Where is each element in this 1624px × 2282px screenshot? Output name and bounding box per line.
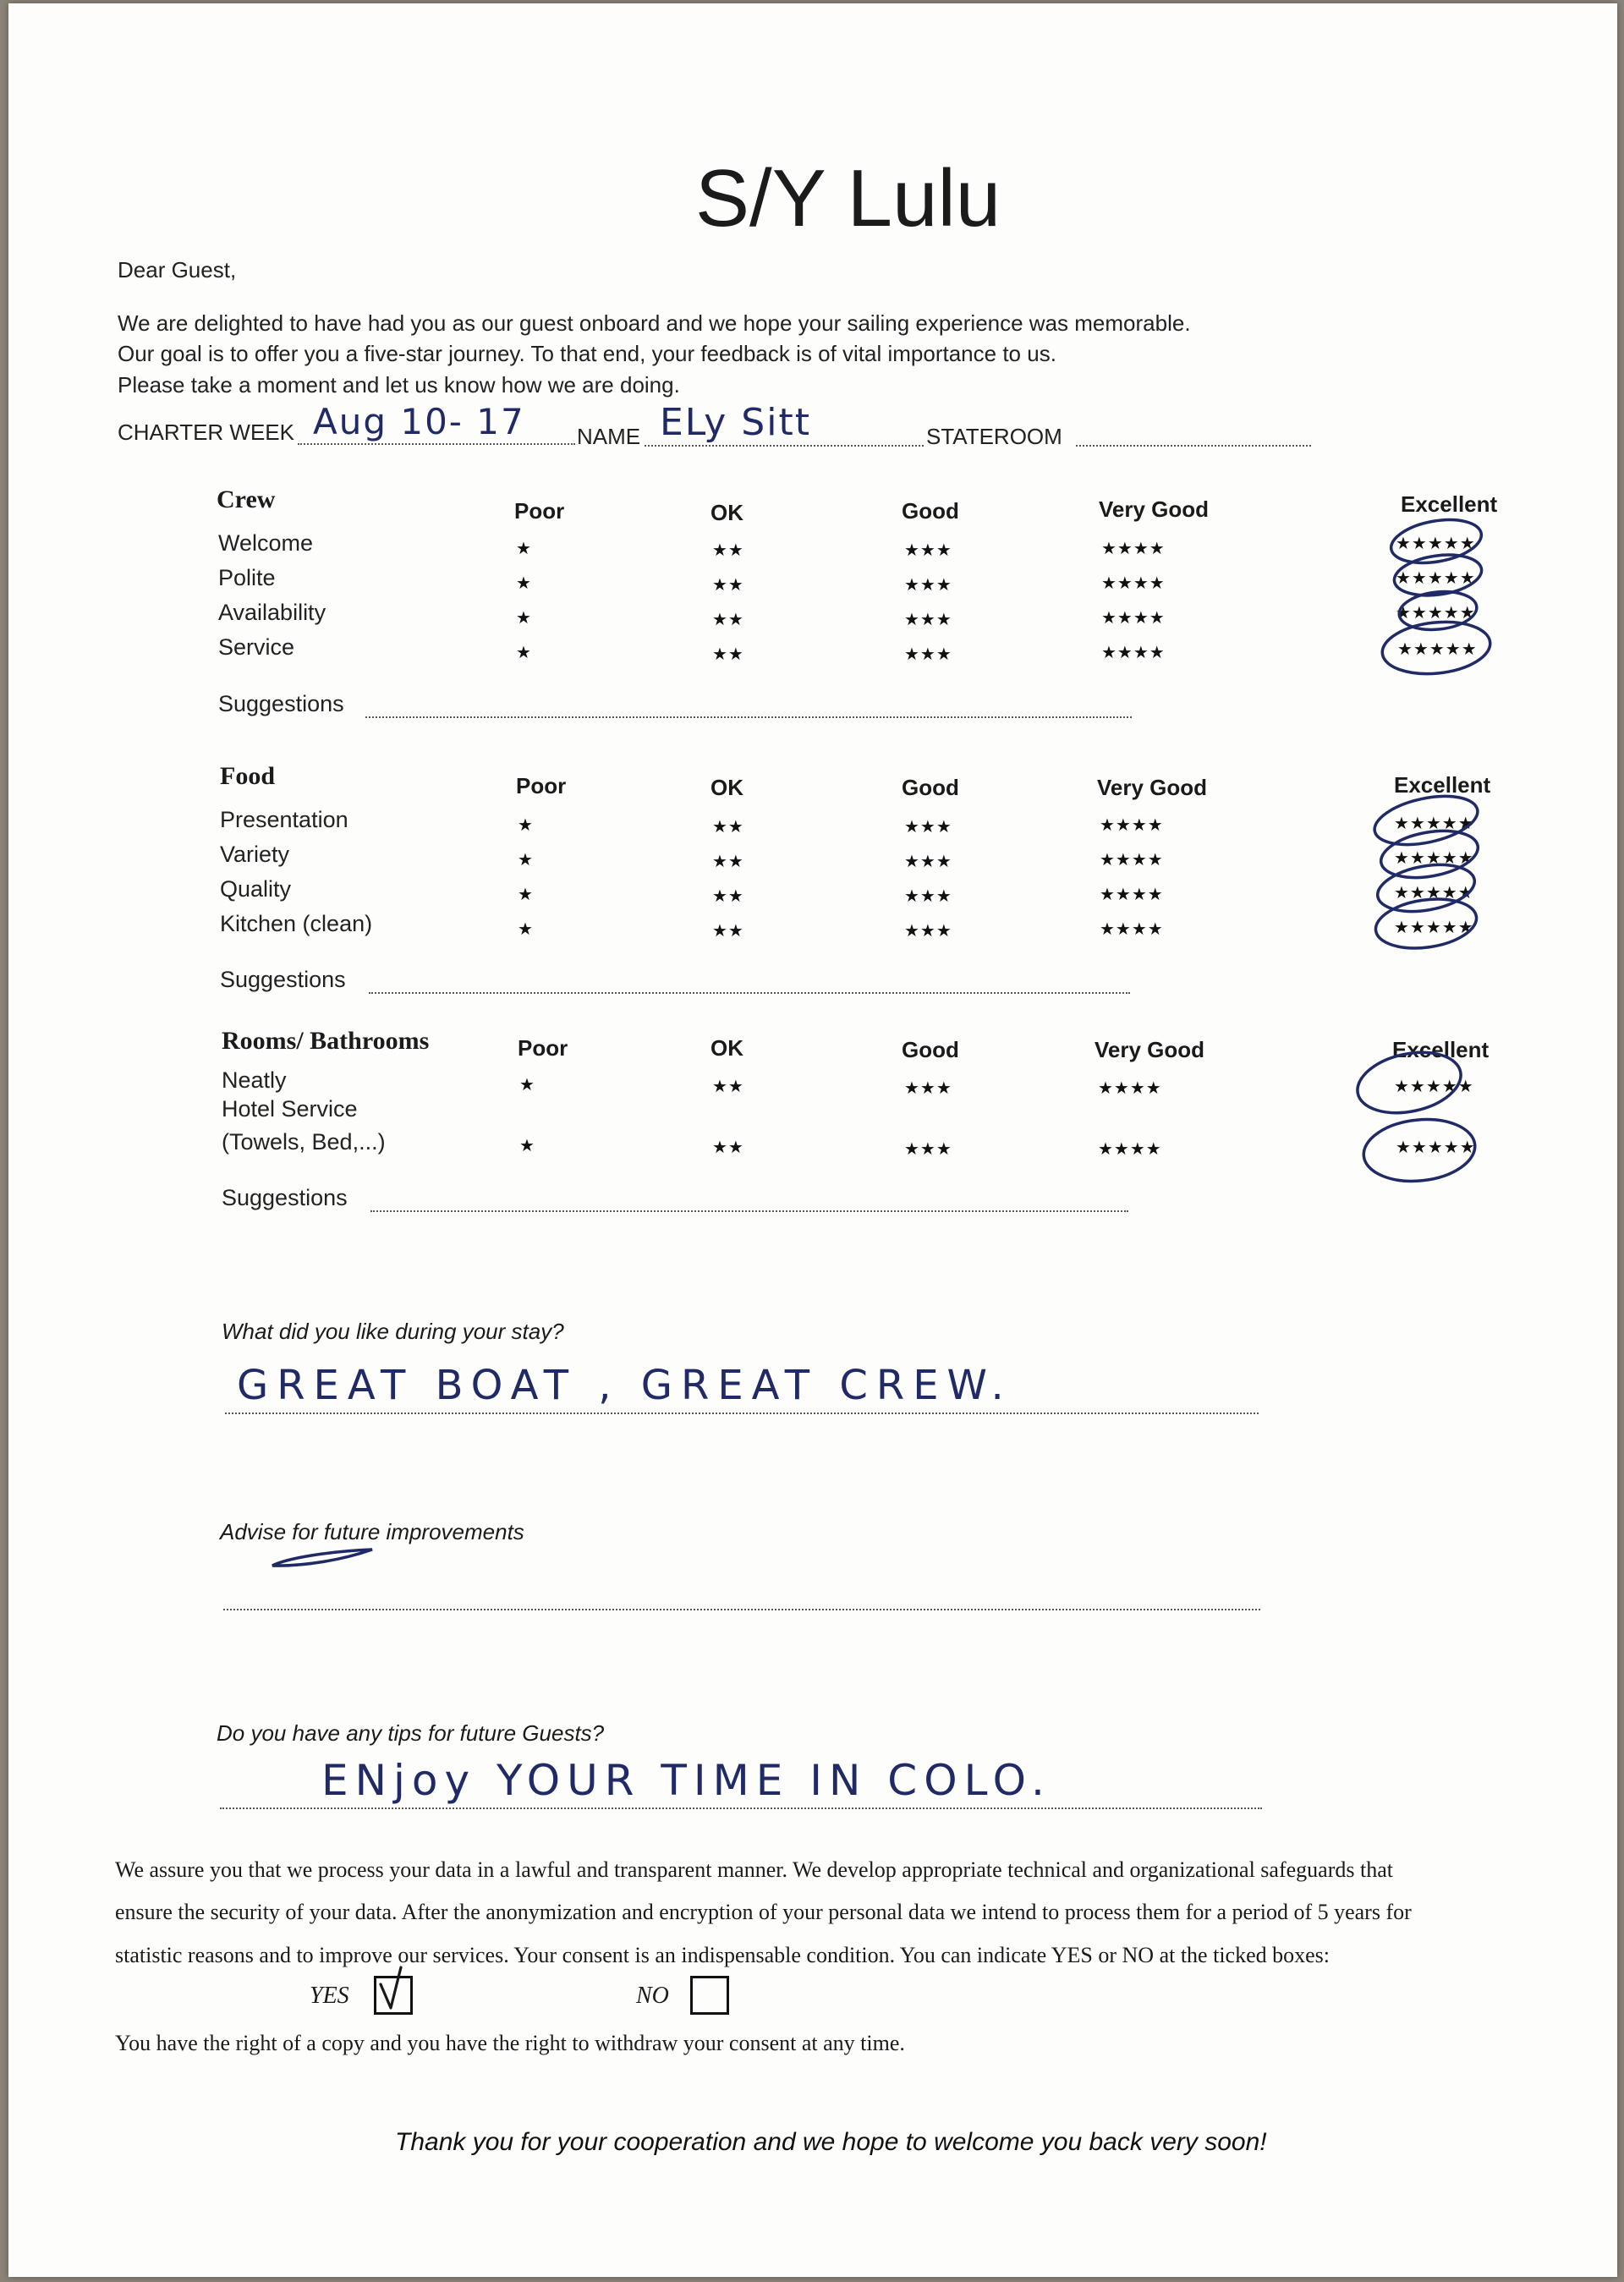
column-excellent: Excellent bbox=[1394, 772, 1491, 798]
rating-option-good[interactable]: ★★★ bbox=[904, 611, 952, 629]
rating-option-good[interactable]: ★★★ bbox=[904, 922, 952, 941]
rating-option-very-good[interactable]: ★★★★ bbox=[1101, 540, 1166, 558]
crew-row-label: Service bbox=[218, 634, 295, 660]
food-section-title: Food bbox=[220, 762, 276, 790]
column-very-good: Very Good bbox=[1097, 775, 1208, 800]
consent-yes-label: YES bbox=[310, 1983, 349, 2009]
rating-option-good[interactable]: ★★★ bbox=[904, 576, 952, 595]
rating-option-ok[interactable]: ★★ bbox=[712, 541, 744, 560]
column-very-good: Very Good bbox=[1095, 1037, 1205, 1062]
consent-text-line: We assure you that we process your data in a lawful and transparent manner. We develop appropriate technical and organizational safeguards that bbox=[115, 1857, 1393, 1882]
rooms-row-label: Neatly bbox=[222, 1067, 287, 1093]
rating-option-good[interactable]: ★★★ bbox=[904, 1079, 952, 1098]
rooms-suggestions-label: Suggestions bbox=[222, 1185, 348, 1210]
rating-option-excellent[interactable]: ★★★★★ bbox=[1394, 849, 1474, 868]
consent-rights-text: You have the right of a copy and you have the right to withdraw your consent at any time. bbox=[115, 2031, 905, 2055]
circle-mark bbox=[1352, 1044, 1466, 1122]
rating-option-ok[interactable]: ★★ bbox=[712, 853, 744, 871]
column-very-good: Very Good bbox=[1099, 496, 1210, 522]
column-good: Good bbox=[902, 1037, 959, 1062]
rating-option-poor[interactable]: ★ bbox=[519, 1076, 535, 1094]
rating-option-excellent[interactable]: ★★★★★ bbox=[1394, 884, 1474, 902]
name-label: NAME bbox=[577, 424, 641, 449]
column-poor: Poor bbox=[516, 773, 567, 798]
rating-option-poor[interactable]: ★ bbox=[518, 816, 534, 835]
rating-option-poor[interactable]: ★ bbox=[516, 644, 532, 662]
rating-option-excellent[interactable]: ★★★★★ bbox=[1394, 919, 1474, 937]
answer-liked-field[interactable]: GREAT BOAT , GREAT CREW. bbox=[237, 1362, 1012, 1409]
food-row-label: Presentation bbox=[220, 807, 348, 832]
column-ok: OK bbox=[710, 1035, 743, 1061]
ink-marks-overlay bbox=[8, 3, 1617, 2277]
column-excellent: Excellent bbox=[1401, 491, 1498, 517]
rating-option-ok[interactable]: ★★ bbox=[712, 611, 744, 629]
consent-text-line: ensure the security of your data. After the anonymization and encryption of your personal data we intend to process them for a period of 5 years for bbox=[115, 1900, 1412, 1924]
circle-mark bbox=[1388, 513, 1485, 569]
charter-week-label: CHARTER WEEK bbox=[118, 420, 294, 445]
rating-option-very-good[interactable]: ★★★★ bbox=[1098, 1079, 1162, 1098]
rooms-row-label: Hotel Service bbox=[222, 1096, 358, 1122]
question-tips: Do you have any tips for future Guests? bbox=[217, 1720, 605, 1746]
name-field[interactable]: ELy Sitt bbox=[660, 401, 811, 444]
consent-no-label: NO bbox=[636, 1983, 669, 2009]
column-poor: Poor bbox=[514, 498, 565, 524]
rating-option-ok[interactable]: ★★ bbox=[712, 887, 744, 906]
food-row-label: Variety bbox=[220, 842, 290, 867]
crew-suggestions-label: Suggestions bbox=[218, 691, 344, 716]
column-good: Good bbox=[902, 498, 959, 524]
rating-option-very-good[interactable]: ★★★★ bbox=[1101, 644, 1166, 662]
rooms-row-label-detail: (Towels, Bed,...) bbox=[222, 1129, 386, 1155]
greeting: Dear Guest, bbox=[118, 257, 237, 283]
food-row-label: Quality bbox=[220, 876, 292, 902]
stateroom-label: STATEROOM bbox=[926, 424, 1062, 449]
charter-week-field[interactable]: Aug 10- 17 bbox=[313, 401, 525, 442]
column-ok: OK bbox=[710, 500, 743, 525]
rating-option-poor[interactable]: ★ bbox=[518, 920, 534, 939]
rating-option-good[interactable]: ★★★ bbox=[904, 1140, 952, 1159]
rating-option-good[interactable]: ★★★ bbox=[904, 818, 952, 837]
rating-option-ok[interactable]: ★★ bbox=[712, 1138, 744, 1157]
crew-row-label: Welcome bbox=[218, 530, 314, 556]
question-improvements: Advise for future improvements bbox=[220, 1519, 524, 1544]
rating-option-good[interactable]: ★★★ bbox=[904, 645, 952, 664]
rating-option-poor[interactable]: ★ bbox=[516, 609, 532, 628]
answer-tips-field[interactable]: ENjoy YOUR TIME IN COLO. bbox=[321, 1756, 1051, 1805]
circle-mark bbox=[1373, 893, 1480, 954]
rating-option-very-good[interactable]: ★★★★ bbox=[1101, 609, 1166, 628]
crew-row-label: Polite bbox=[218, 565, 276, 590]
rating-option-poor[interactable]: ★ bbox=[516, 540, 532, 558]
form-title: S/Y Lulu bbox=[695, 153, 1001, 244]
rating-option-good[interactable]: ★★★ bbox=[904, 887, 952, 906]
circle-mark bbox=[1361, 1114, 1479, 1186]
intro-line: We are delighted to have had you as our guest onboard and we hope your sailing experience was memorable. bbox=[118, 310, 1191, 336]
circle-mark bbox=[1374, 858, 1478, 918]
rating-option-ok[interactable]: ★★ bbox=[712, 922, 744, 941]
rating-option-excellent[interactable]: ★★★★★ bbox=[1394, 1078, 1474, 1096]
rating-option-excellent[interactable]: ★★★★★ bbox=[1396, 604, 1476, 623]
rating-option-ok[interactable]: ★★ bbox=[712, 1078, 744, 1096]
consent-text-line: statistic reasons and to improve our services. Your consent is an indispensable condition. You can indicate YES or NO at the ticked boxes: bbox=[115, 1943, 1330, 1967]
rating-option-poor[interactable]: ★ bbox=[519, 1137, 535, 1155]
question-liked: What did you like during your stay? bbox=[222, 1319, 564, 1344]
rooms-section-title: Rooms/ Bathrooms bbox=[222, 1027, 430, 1055]
intro-line: Our goal is to offer you a five-star journey. To that end, your feedback is of vital importance to us. bbox=[118, 341, 1056, 366]
rating-option-ok[interactable]: ★★ bbox=[712, 576, 744, 595]
food-row-label: Kitchen (clean) bbox=[220, 911, 373, 936]
rating-option-poor[interactable]: ★ bbox=[516, 574, 532, 593]
rating-option-poor[interactable]: ★ bbox=[518, 851, 534, 869]
rating-option-very-good[interactable]: ★★★★ bbox=[1098, 1140, 1162, 1159]
rating-option-excellent[interactable]: ★★★★★ bbox=[1396, 1138, 1476, 1157]
rating-option-very-good[interactable]: ★★★★ bbox=[1100, 920, 1164, 939]
rating-option-excellent[interactable]: ★★★★★ bbox=[1397, 640, 1478, 659]
feedback-form-page bbox=[8, 3, 1617, 2277]
scribble-mark bbox=[272, 1550, 372, 1566]
column-excellent: Excellent bbox=[1392, 1037, 1490, 1062]
rating-option-very-good[interactable]: ★★★★ bbox=[1100, 886, 1164, 904]
rating-option-good[interactable]: ★★★ bbox=[904, 541, 952, 560]
crew-section-title: Crew bbox=[217, 485, 276, 513]
rating-option-good[interactable]: ★★★ bbox=[904, 853, 952, 871]
column-good: Good bbox=[902, 775, 959, 800]
column-poor: Poor bbox=[518, 1035, 568, 1061]
rating-option-ok[interactable]: ★★ bbox=[712, 645, 744, 664]
intro-line: Please take a moment and let us know how we are doing. bbox=[118, 372, 680, 398]
crew-row-label: Availability bbox=[218, 600, 326, 625]
rating-option-poor[interactable]: ★ bbox=[518, 886, 534, 904]
rating-option-excellent[interactable]: ★★★★★ bbox=[1396, 569, 1476, 588]
rating-option-ok[interactable]: ★★ bbox=[712, 818, 744, 837]
column-ok: OK bbox=[710, 775, 743, 800]
closing-message: Thank you for your cooperation and we hope to welcome you back very soon! bbox=[395, 2128, 1267, 2156]
rating-option-very-good[interactable]: ★★★★ bbox=[1100, 851, 1164, 869]
rating-option-excellent[interactable]: ★★★★★ bbox=[1396, 535, 1476, 553]
circle-mark bbox=[1380, 617, 1493, 678]
rating-option-very-good[interactable]: ★★★★ bbox=[1100, 816, 1164, 835]
circle-mark bbox=[1370, 788, 1482, 853]
rating-option-very-good[interactable]: ★★★★ bbox=[1101, 574, 1166, 593]
food-suggestions-label: Suggestions bbox=[220, 967, 346, 992]
rating-option-excellent[interactable]: ★★★★★ bbox=[1394, 815, 1474, 833]
